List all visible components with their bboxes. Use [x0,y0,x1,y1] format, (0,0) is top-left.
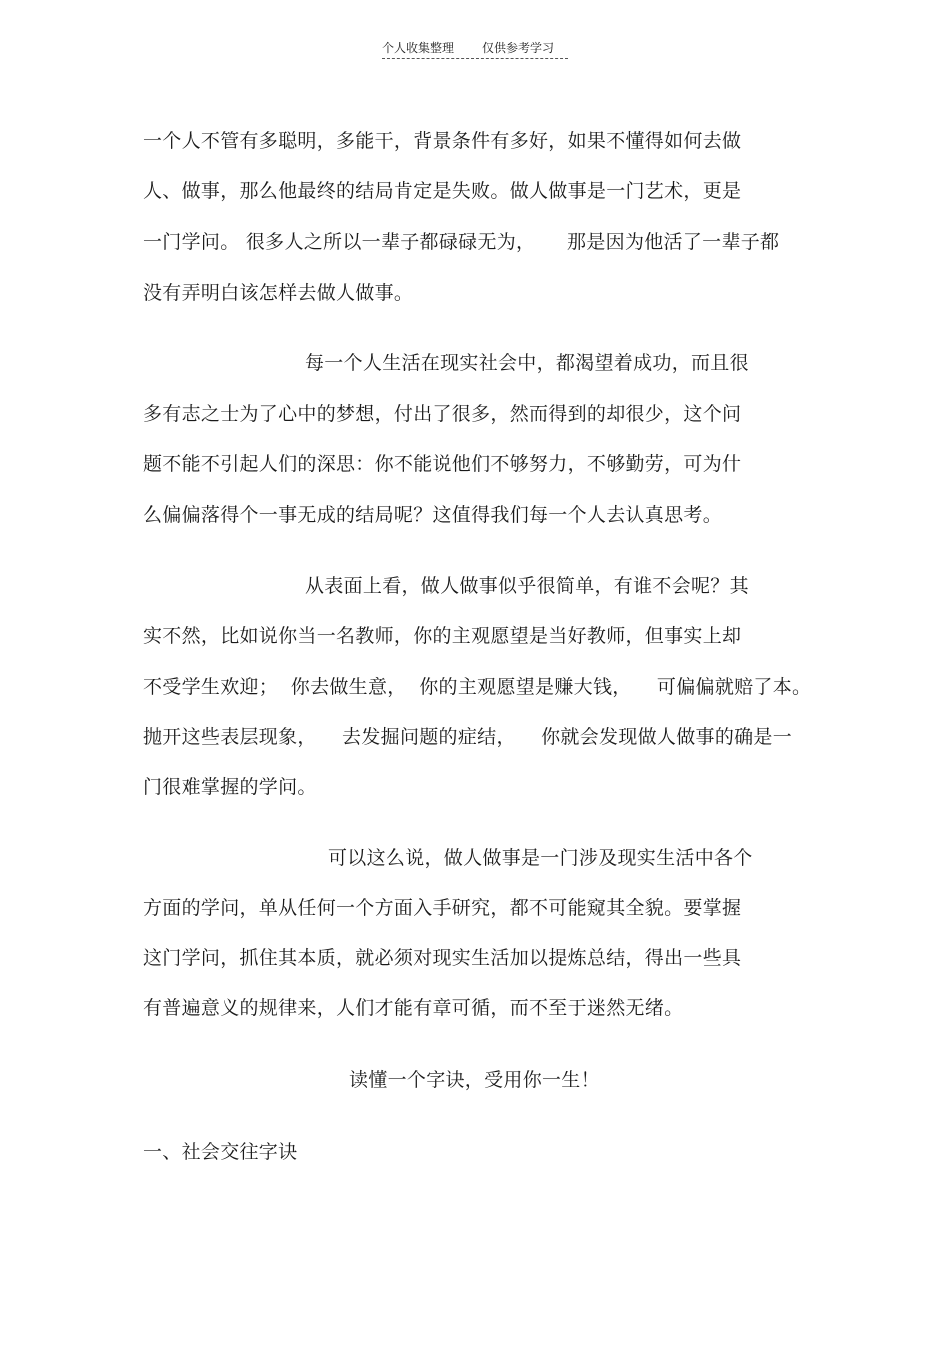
paragraph-1-line-3: 一门学问。 很多人之所以一辈子都碌碌无为， 那是因为他活了一辈子都 [143,231,780,253]
paragraph-2-line-4: 么偏偏落得个一事无成的结局呢？这值得我们每一个人去认真思考。 [143,504,723,526]
paragraph-1-line-4: 没有弄明白该怎样去做人做事。 [143,282,414,304]
paragraph-3-line-3: 不受学生欢迎； 你去做生意， 你的主观愿望是赚大钱， 可偏偏就赔了本。 [143,676,812,698]
subtitle: 读懂一个字诀，受用你一生！ [349,1069,600,1091]
section-heading: 一、社会交往字诀 [143,1141,298,1163]
paragraph-3-line-5: 门很难掌握的学问。 [143,776,317,798]
paragraph-4-line-2: 方面的学问，单从任何一个方面入手研究，都不可能窥其全貌。要掌握 [143,897,742,919]
paragraph-2-line-2: 多有志之士为了心中的梦想，付出了很多，然而得到的却很少，这个问 [143,403,742,425]
paragraph-1-line-2: 人、做事，那么他最终的结局肯定是失败。做人做事是一门艺术，更是 [143,180,742,202]
paragraph-3-line-2: 实不然，比如说你当一名教师，你的主观愿望是当好教师，但事实上却 [143,625,742,647]
paragraph-4-line-4: 有普遍意义的规律来，人们才能有章可循，而不至于迷然无绪。 [143,997,684,1019]
paragraph-2-line-3: 题不能不引起人们的深思：你不能说他们不够努力，不够勤劳，可为什 [143,453,742,475]
header-left-text: 个人收集整理 [382,41,455,55]
paragraph-3-line-4: 抛开这些表层现象， 去发掘问题的症结， 你就会发现做人做事的确是一 [143,726,793,748]
paragraph-3-line-1: 从表面上看，做人做事似乎很简单，有谁不会呢？其 [305,575,749,597]
header-right-text: 仅供参考学习 [482,41,555,55]
paragraph-4-line-3: 这门学问，抓住其本质，就必须对现实生活加以提炼总结，得出一些具 [143,947,742,969]
page-header [382,40,568,59]
paragraph-4-line-1: 可以这么说，做人做事是一门涉及现实生活中各个 [328,847,753,869]
paragraph-1-line-1: 一个人不管有多聪明，多能干，背景条件有多好，如果不懂得如何去做 [143,130,742,152]
paragraph-2-line-1: 每一个人生活在现实社会中，都渴望着成功，而且很 [305,352,749,374]
